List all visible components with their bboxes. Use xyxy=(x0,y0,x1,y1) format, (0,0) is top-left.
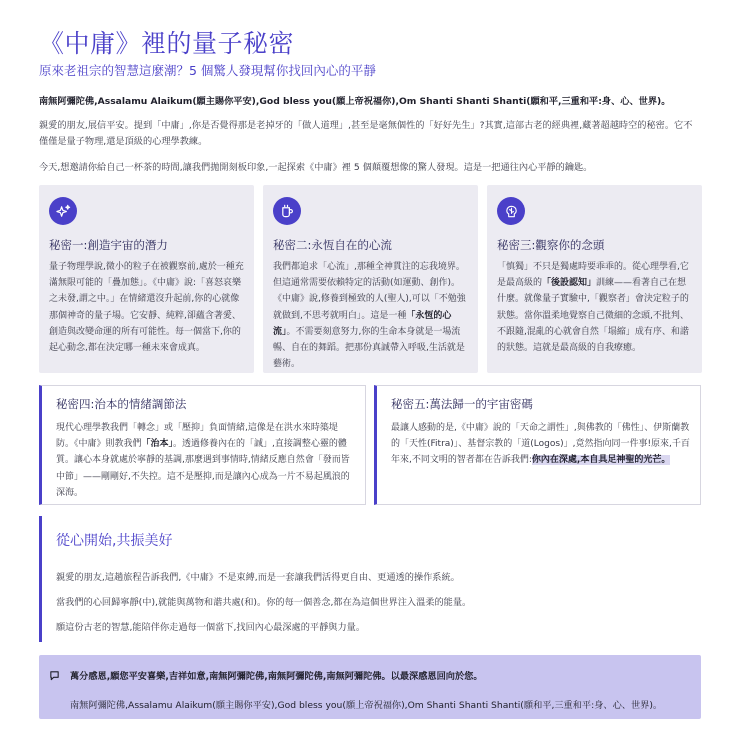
section-text: 現代心理學教我們「轉念」或「壓抑」負面情緒,這像是在洪水來時築堤防。《中庸》則教我們「治本」。透過修養內在的「誠」,直接調整心靈的體質。讓心本身就處於寧靜的基調,那麼遇到事情時,情緒反應自然會「發而皆中節」——剛剛好,不失控。這不是壓抑,而是讓內心成為一片不易起風浪的深海。 xyxy=(56,423,350,498)
mug-icon xyxy=(273,197,301,225)
card-title: 秘密一:創造宇宙的潛力 xyxy=(49,238,168,252)
section-text: 最讓人感動的是,《中庸》說的「天命之謂性」,與佛教的「佛性」、伊斯蘭教的「天性(Fitra)」、基督宗教的「道(Logos)」,竟然指向同一件事!原來,千百年來,不同文明的智者都在告訴我們:你內在深處,本自具足神聖的光芒。 xyxy=(391,423,690,466)
footer-box xyxy=(39,655,701,719)
closing-paragraph-2: 當我們的心回歸寧靜(中),就能與萬物和諧共處(和)。你的每一個善念,都在為這個世界注入溫柔的能量。 xyxy=(56,597,472,608)
page-title: 《中庸》裡的量子秘密 xyxy=(39,29,295,58)
section-title: 秘密五:萬法歸一的宇宙密碼 xyxy=(391,397,533,411)
card-title: 秘密三:觀察你的念頭 xyxy=(497,238,605,252)
secret-card-3 xyxy=(487,185,702,373)
closing-paragraph-1: 親愛的朋友,這趟旅程告訴我們,《中庸》不是束縛,而是一套讓我們活得更自由、更通透的操作系統。 xyxy=(56,572,460,583)
message-icon xyxy=(49,670,60,681)
footer-thanks: 萬分感恩,願您平安喜樂,吉祥如意,南無阿彌陀佛,南無阿彌陀佛,南無阿彌陀佛。以最深感恩回向於您。 xyxy=(70,671,483,682)
card-title: 秘密二:永恆自在的心流 xyxy=(273,238,392,252)
intro-paragraph-2: 今天,想邀請你給自己一杯茶的時間,讓我們拋開刻板印象,一起探索《中庸》裡 5 個顛覆想像的驚人發現。這是一把通往內心平靜的鑰匙。 xyxy=(39,162,593,173)
sparkles-icon xyxy=(49,197,77,225)
closing-paragraph-3: 願這份古老的智慧,能陪伴你走過每一個當下,找回內心最深處的平靜與力量。 xyxy=(56,622,366,633)
footer-blessing: 南無阿彌陀佛,Assalamu Alaikum(願主賜你平安),God bless you(願上帝祝福你),Om Shanti Shanti Shanti(願和平,三重和平:身、心、世界)。 xyxy=(70,700,663,711)
section-title: 秘密四:治本的情緒調節法 xyxy=(56,397,187,411)
secret-section-4 xyxy=(39,385,366,505)
page-subtitle: 原來老祖宗的智慧這麼潮？5 個驚人發現幫你找回內心的平靜 xyxy=(39,63,376,78)
highlighted-text: 你內在深處,本自具足神聖的光芒。 xyxy=(531,455,671,466)
closing-section xyxy=(39,516,701,642)
secret-section-5 xyxy=(374,385,701,505)
closing-heading: 從心開始,共振美好 xyxy=(56,533,173,549)
card-text: 我們都追求「心流」,那種全神貫注的忘我境界。但這通常需要依賴特定的活動(如運動、創作)。《中庸》說,修養到極致的人(聖人),可以「不勉強就做到,不思考就明白」。這是一種「永恆的心流」。不需要刻意努力,你的生命本身就是一場流暢、自在的舞蹈。把那份真誠帶入呼吸,生活就是藝術。 xyxy=(273,262,466,370)
card-text: 量子物理學說,微小的粒子在被觀察前,處於一種充滿無限可能的「疊加態」。《中庸》說:「喜怒哀樂之未發,謂之中。」在情緒還沒升起前,你的心就像那個神奇的量子場。它安靜、純粹,卻蘊含著愛、創造與改變命運的所有可能性。每一個當下,你的起心動念,都在決定哪一種未來會成真。 xyxy=(49,262,244,354)
card-text: 「慎獨」不只是獨處時要乖乖的。從心理學看,它是最高級的「後設認知」訓練——看著自己在想什麼。就像量子實驗中,「觀察者」會決定粒子的狀態。當你溫柔地覺察自己微細的念頭,不批判、不跟隨,混亂的心就會自然「塌縮」成有序、和諧的狀態。這就是最高級的自我療癒。 xyxy=(497,262,689,354)
secret-card-2 xyxy=(263,185,478,373)
intro-paragraph-1: 親愛的朋友,展信平安。提到「中庸」,你是否覺得那是老掉牙的「做人道理」,甚至是毫無個性的「好好先生」?其實,這部古老的經典裡,藏著超越時空的秘密。它不僅僅是量子物理,還是頂級的心理學教練。 xyxy=(39,120,693,147)
brain-icon xyxy=(497,197,525,225)
secret-card-1 xyxy=(39,185,254,373)
blessing-line: 南無阿彌陀佛,Assalamu Alaikum(願主賜你平安),God bless you(願上帝祝福你),Om Shanti Shanti Shanti(願和平,三重和平:身、心、世界)。 xyxy=(39,96,671,107)
